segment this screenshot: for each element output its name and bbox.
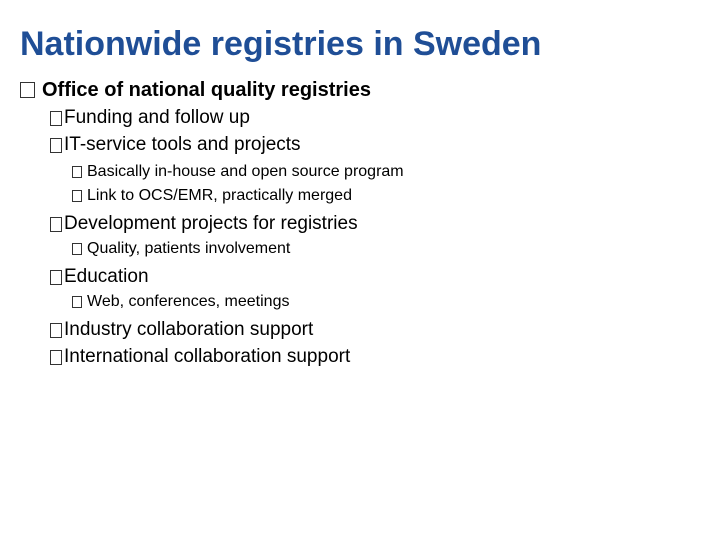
bullet-text: Web, conferences, meetings xyxy=(87,293,290,310)
bullet-text: Education xyxy=(64,266,149,287)
bullet-text: Funding and follow up xyxy=(64,107,250,128)
checkbox-bullet-icon xyxy=(72,243,82,255)
checkbox-bullet-icon xyxy=(72,190,82,202)
checkbox-bullet-icon xyxy=(50,217,62,232)
checkbox-bullet-icon xyxy=(72,166,82,178)
checkbox-bullet-icon xyxy=(72,296,82,308)
bullet-text: IT-service tools and projects xyxy=(64,134,301,155)
bullet-text: Link to OCS/EMR, practically merged xyxy=(87,187,352,204)
bullet-item xyxy=(50,107,250,129)
bullet-text: International collaboration support xyxy=(64,346,351,367)
bullet-item xyxy=(50,319,313,341)
bullet-text: Basically in-house and open source program xyxy=(87,163,404,180)
checkbox-bullet-icon xyxy=(50,138,62,153)
bullet-text: Development projects for registries xyxy=(64,213,358,234)
bullet-item xyxy=(50,346,350,368)
checkbox-bullet-icon xyxy=(50,323,62,338)
bullet-item xyxy=(72,239,290,259)
checkbox-bullet-icon xyxy=(20,82,35,98)
bullet-text: Quality, patients involvement xyxy=(87,240,291,257)
bullet-item xyxy=(20,78,371,102)
bullet-text: Industry collaboration support xyxy=(64,319,314,340)
bullet-item xyxy=(50,266,149,288)
bullet-item xyxy=(50,134,301,156)
bullet-text: Office of national quality registries xyxy=(42,78,371,101)
bullet-item xyxy=(72,162,404,182)
checkbox-bullet-icon xyxy=(50,111,62,126)
checkbox-bullet-icon xyxy=(50,270,62,285)
bullet-item xyxy=(72,186,352,206)
slide-title: Nationwide registries in Sweden xyxy=(20,25,542,63)
checkbox-bullet-icon xyxy=(50,350,62,365)
bullet-item xyxy=(50,213,358,235)
bullet-item xyxy=(72,292,289,312)
